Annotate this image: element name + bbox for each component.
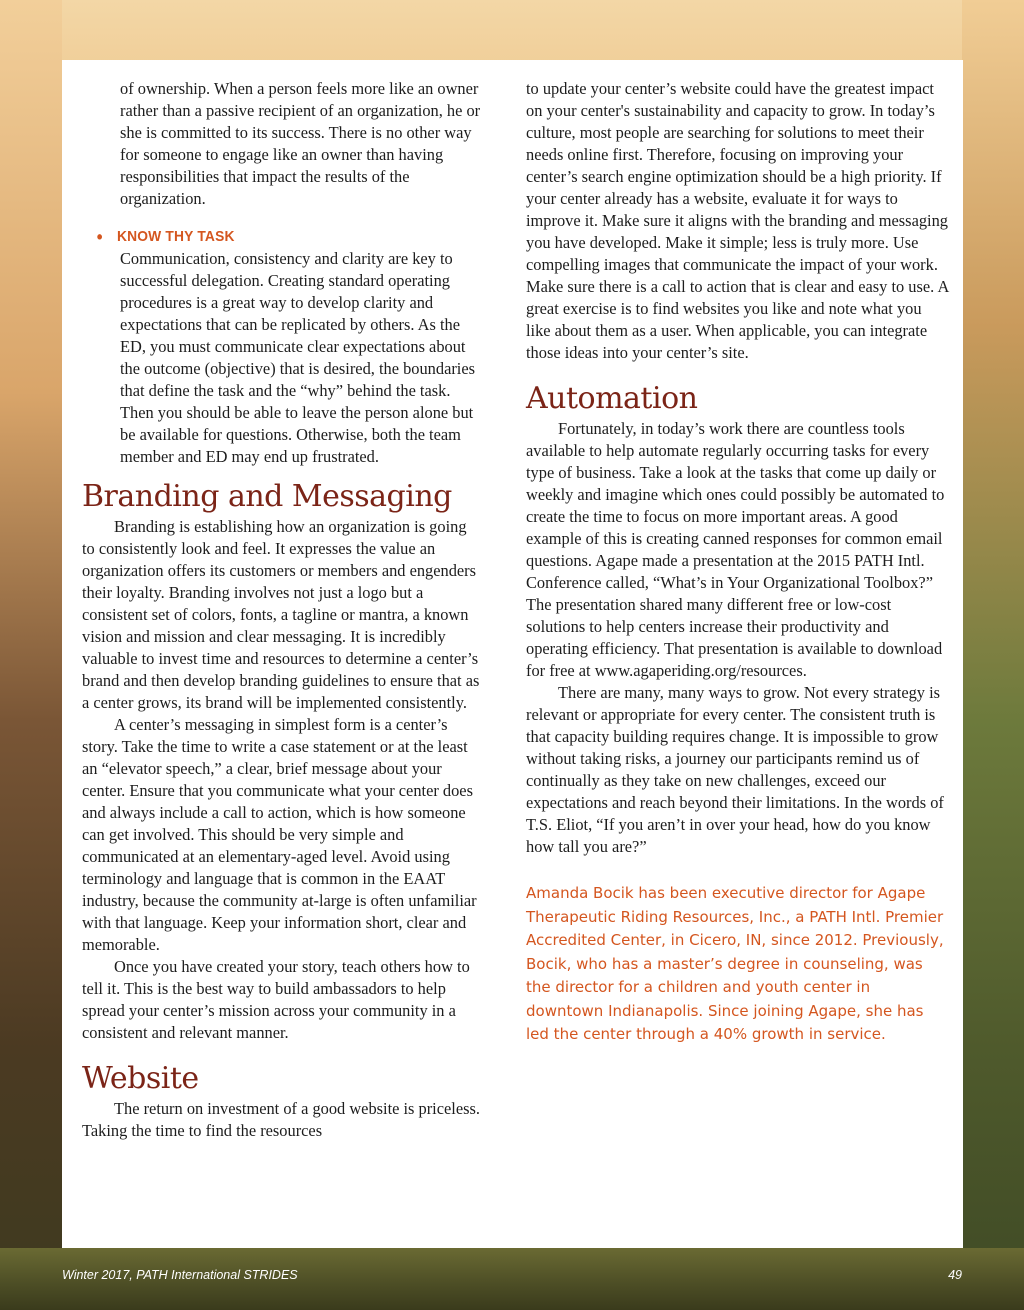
bullet-dot: • — [96, 227, 103, 247]
right-column — [526, 78, 950, 1047]
bullet-title: KNOW THY TASK — [116, 228, 235, 245]
website-paragraph-continued: to update your center’s website could have the greatest impact on your center's sustainability and capacity to grow. In today’s culture, most people are searching for solutions to meet their needs online first. Therefore, focusing on improving your center’s search engine optimization should be a high priority. If your center already has a website, evaluate it for ways to improve it. Make sure it aligns with the branding and messaging you have developed. Make it simple; less is truly more. Use compelling images that communicate the impact of your work. Make sure there is a call to action that is clear and easy to use. A great exercise is to find websites you like and note what you like about them as a user. When applicable, you can integrate those ideas into your center’s site. — [526, 79, 949, 362]
bullet-body: Communication, consistency and clarity are key to successful delegation. Creating standard operating procedures is a great way to develop clarity and expectations that can be replicated by others. As the ED, you must communicate clear expectations about the outcome (objective) that is desired, the boundaries that define the task and the “why” behind the task. Then you should be able to leave the person alone but be available for questions. Otherwise, both the team member and ED may end up frustrated. — [120, 249, 476, 466]
automation-paragraph-2: There are many, many ways to grow. Not every strategy is relevant or appropriate for every center. The consistent truth is that capacity building requires change. It is impossible to grow without taking risks, a journey our participants remind us of continually as they take on new challenges, exceed our expectations and reach beyond their limitations. In the words of T.S. Eliot, “If you aren’t in over your head, how do you know how tall you are?” — [526, 683, 944, 856]
website-paragraph: The return on investment of a good website is priceless. Taking the time to find the resources — [82, 1099, 480, 1140]
automation-paragraph-1: Fortunately, in today’s work there are countless tools available to help automate regularly occurring tasks for every type of business. Take a look at the tasks that come up daily or weekly and imagine which ones could possibly be automated to create the time to focus on more important areas. A good example of this is creating canned responses for common email questions. Agape made a presentation at the 2015 PATH Intl. Conference called, “What’s in Your Organizational Toolbox?” The presentation shared many different free or low-cost solutions to help centers increase their productivity and operating efficiency. That presentation is available to download for free at www.agaperiding.org/resources. — [526, 419, 945, 680]
bullet-heading — [82, 226, 450, 248]
branding-heading: Branding and Messaging — [82, 479, 452, 514]
website-heading: Website — [82, 1061, 199, 1096]
branding-paragraph-2: A center’s messaging in simplest form is a center’s story. Take the time to write a case statement or at the least an “elevator speech,” a clear, brief message about your center. Ensure that you communicate what your center does and always include a call to action, which is how someone can get involved. This should be very simple and communicated at an elementary-aged level. Avoid using terminology and language that is common in the EAAT industry, because the community at-large is often unfamiliar with that language. Keep your information short, clear and memorable. — [82, 715, 477, 954]
left-column — [82, 78, 482, 1142]
author-bio: Amanda Bocik has been executive director for Agape Therapeutic Riding Resources, Inc., a PATH Intl. Premier Accredited Center, in Cicero, IN, since 2012. Previously, Bocik, who has a master’s degree in counseling, was the director for a children and youth center in downtown Indianapolis. Since joining Agape, she has led the center through a 40% growth in service. — [526, 884, 944, 1043]
branding-paragraph-1: Branding is establishing how an organization is going to consistently look and feel. It expresses the value an organization offers its customers or members and engenders their loyalty. Branding involves not just a logo but a consistent set of colors, fonts, a tagline or mantra, a known vision and mission and clear messaging. It is incredibly valuable to invest time and resources to determine a center’s brand and then develop branding guidelines to ensure that as a center grows, its brand will be implemented consistently. — [82, 517, 480, 712]
automation-heading: Automation — [526, 381, 698, 416]
ownership-paragraph: of ownership. When a person feels more like an owner rather than a passive recipient of an organization, he or she is committed to its success. There is no other way for someone to engage like an owner than having responsibilities that impact the results of the organization. — [120, 79, 481, 208]
background-photo-left — [0, 0, 62, 1310]
branding-paragraph-3: Once you have created your story, teach others how to tell it. This is the best way to build ambassadors to help spread your center’s mission across your community in a consistent and relevant manner. — [82, 957, 470, 1042]
page-number: 49 — [948, 1268, 962, 1282]
footer-issue: Winter 2017, PATH International STRIDES — [62, 1268, 298, 1282]
article-panel — [62, 60, 963, 1248]
background-photo-right — [962, 0, 1024, 1310]
